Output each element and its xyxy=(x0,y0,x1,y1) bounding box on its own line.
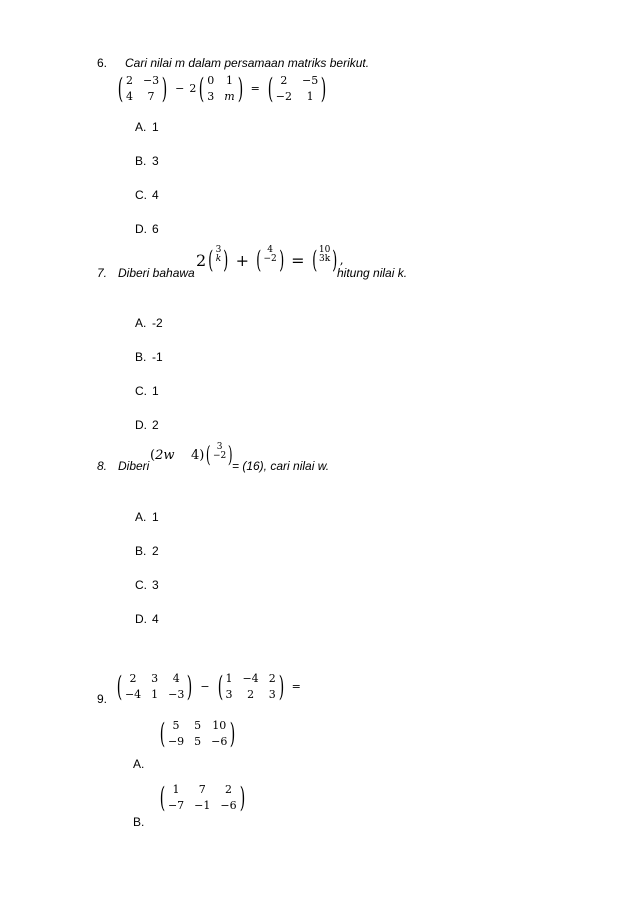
q6-option-a[interactable]: A. 1 xyxy=(135,120,159,134)
vector-2: ( 4 −2 ) xyxy=(256,245,284,274)
q7-option-c[interactable]: C. 1 xyxy=(135,384,159,398)
minus-sign: − xyxy=(175,82,185,95)
q9-option-a-matrix[interactable]: ( 5 5 10 −9 5 −6 ) xyxy=(159,717,236,750)
q6-option-b[interactable]: B. 3 xyxy=(135,154,159,168)
q9-number: 9. xyxy=(97,692,108,706)
q8-option-c[interactable]: C. 3 xyxy=(135,578,159,592)
q6-equation xyxy=(115,72,329,105)
q9-option-b-label[interactable]: B. xyxy=(133,815,145,829)
q7-text-after: hitung nilai k. xyxy=(337,266,408,280)
q9-option-b-matrix[interactable]: ( 1 7 2 −7 −1 −6 ) xyxy=(159,781,245,814)
q7-number: 7. xyxy=(97,266,108,280)
q8-text-after: = (16), cari nilai w. xyxy=(232,459,330,473)
vector-1: ( 3 k ) xyxy=(208,245,229,274)
q8-equation xyxy=(150,443,235,468)
vector-3: ( 10 3k ) xyxy=(311,245,338,274)
minus-sign: − xyxy=(200,680,210,693)
question-text: Cari nilai m dalam persamaan matriks berikut. xyxy=(125,56,370,70)
plus-sign: + xyxy=(235,250,250,270)
equals-sign: = xyxy=(291,680,301,693)
q8-option-b[interactable]: B. 2 xyxy=(135,544,159,558)
comma: , xyxy=(339,253,344,267)
question-6 xyxy=(97,56,369,70)
matrix-2: ( 1 −4 2 3 2 3 ) xyxy=(217,670,284,703)
matrix-1: ( 2 −3 4 7 ) xyxy=(117,72,168,105)
q7-equation xyxy=(196,246,344,274)
equals-sign: = xyxy=(291,250,305,270)
column-vector: ( 3 −2 ) xyxy=(206,442,233,468)
q7-text-before: Diberi bahawa xyxy=(118,266,195,280)
scalar: 2 xyxy=(196,250,207,270)
question-number: 6. xyxy=(97,56,108,70)
matrix-3: ( 2 −5 −2 1 ) xyxy=(267,72,327,105)
q8-number: 8. xyxy=(97,459,108,473)
q7-option-b[interactable]: B. -1 xyxy=(135,350,163,364)
q6-option-c[interactable]: C. 4 xyxy=(135,188,159,202)
matrix-2: ( 0 1 3 m ) xyxy=(199,72,243,105)
q9-option-a-label[interactable]: A. xyxy=(133,757,145,771)
q9-equation xyxy=(114,670,306,703)
q8-text-before: Diberi xyxy=(118,459,150,473)
q8-option-a[interactable]: A. 1 xyxy=(135,510,159,524)
q8-option-d[interactable]: D. 4 xyxy=(135,612,159,626)
q6-option-d[interactable]: D. 6 xyxy=(135,222,159,236)
scalar: 2 xyxy=(189,82,197,95)
q7-option-d[interactable]: D. 2 xyxy=(135,418,159,432)
equals-sign: = xyxy=(250,82,260,95)
row-vector: (2w 4) xyxy=(150,448,205,463)
matrix-1: ( 2 3 4 −4 1 −3 ) xyxy=(116,670,193,703)
q7-option-a[interactable]: A. -2 xyxy=(135,316,163,330)
